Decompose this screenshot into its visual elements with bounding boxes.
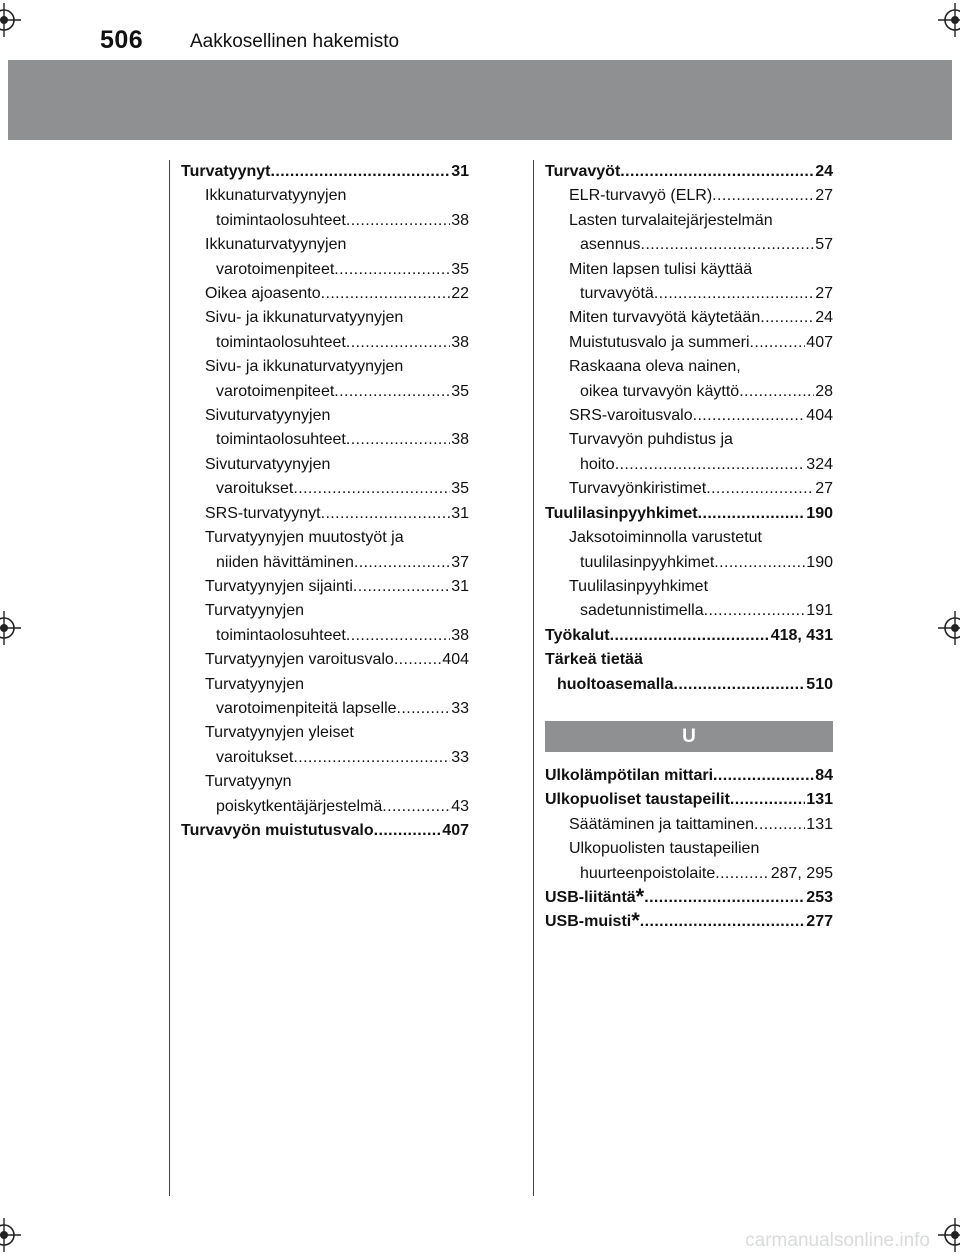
- dot-leader: [353, 575, 450, 599]
- dot-leader: [714, 551, 805, 575]
- registration-mark-icon: [938, 3, 960, 37]
- dot-leader: [321, 502, 451, 526]
- index-entry-label: oikea turvavyön käyttö: [580, 382, 740, 400]
- index-entry: [545, 355, 833, 379]
- dot-leader: [354, 551, 450, 575]
- dot-leader: [382, 795, 450, 819]
- index-entry: [545, 477, 833, 501]
- index-entry-label: varoitukset: [216, 748, 294, 766]
- header-bar: [8, 0, 952, 60]
- dot-leader: [641, 233, 815, 257]
- index-entry: [181, 453, 469, 477]
- index-entry: [181, 819, 469, 843]
- index-entry: [545, 813, 833, 837]
- index-entry: [545, 673, 833, 697]
- index-entry-label: Sivu- ja ikkunaturvatyynyjen: [205, 309, 404, 327]
- index-entry-label: Ikkunaturvatyynyjen: [205, 236, 347, 254]
- index-entry: [545, 233, 833, 257]
- dot-leader: [654, 282, 814, 306]
- index-page-ref: 37: [451, 553, 469, 571]
- index-page-ref: 28: [815, 382, 833, 400]
- index-page-ref: 407: [442, 821, 469, 839]
- index-page-ref: 27: [815, 285, 833, 303]
- index-entry: [181, 648, 469, 672]
- dot-leader: [620, 160, 814, 184]
- index-entry: [181, 599, 469, 623]
- index-entry-label: poiskytkentäjärjestelmä: [216, 797, 383, 815]
- registration-mark-icon: [0, 611, 21, 645]
- index-entry: [545, 428, 833, 452]
- index-page-ref: 324: [806, 455, 833, 473]
- index-entry-label: ELR-turvavyö (ELR): [569, 187, 713, 205]
- index-entry-label: Oikea ajoasento: [205, 285, 321, 303]
- index-entry-label: Turvavyön muistutusvalo: [181, 821, 374, 839]
- index-entry: [545, 160, 833, 184]
- index-entry: [181, 624, 469, 648]
- index-list-t: [545, 160, 833, 697]
- footer-watermark-url: carmanualsonline.info: [745, 1230, 930, 1251]
- index-entry-label: Turvatyynyjen sijainti: [205, 577, 353, 595]
- index-entry: [181, 258, 469, 282]
- dot-leader: [334, 258, 450, 282]
- dot-leader: [706, 477, 814, 501]
- index-entry-label: Sivuturvatyynyjen: [205, 407, 331, 425]
- index-entry-label: USB-muisti: [545, 913, 632, 931]
- index-entry: [181, 551, 469, 575]
- index-entry: [181, 746, 469, 770]
- index-page-ref: 27: [815, 187, 833, 205]
- index-page-ref: 510: [806, 675, 833, 693]
- index-entry: [181, 380, 469, 404]
- index-entry-label: Turvatyynyjen yleiset: [205, 724, 354, 742]
- index-entry-label: USB-liitäntä: [545, 888, 636, 906]
- dot-leader: [397, 697, 451, 721]
- index-page-ref: 38: [451, 431, 469, 449]
- index-entry: [181, 795, 469, 819]
- index-page-ref: 407: [806, 333, 833, 351]
- index-entry: [181, 575, 469, 599]
- index-entry: [545, 404, 833, 428]
- index-entry: [545, 184, 833, 208]
- index-entry: [545, 862, 833, 886]
- index-entry-label: Sivuturvatyynyjen: [205, 455, 331, 473]
- index-entry: [545, 306, 833, 330]
- index-entry-label: Turvavyön puhdistus ja: [569, 431, 733, 449]
- index-column-left: [181, 160, 469, 843]
- index-entry-label: Säätäminen ja taittaminen: [569, 815, 754, 833]
- dot-leader: [739, 380, 814, 404]
- index-entry-label: Jaksotoiminnolla varustetut: [569, 529, 762, 547]
- index-column-right: [545, 160, 833, 935]
- header-gray-band: [8, 60, 952, 140]
- index-page-ref: 22: [451, 285, 469, 303]
- dot-leader: [693, 404, 806, 428]
- index-entry-label: SRS-varoitusvalo: [569, 407, 693, 425]
- index-entry-label: Tärkeä tietää: [545, 651, 643, 669]
- dot-leader: [754, 813, 805, 837]
- index-page-ref: 277: [806, 913, 833, 931]
- index-page-ref: 35: [451, 480, 469, 498]
- index-entry: [545, 380, 833, 404]
- index-entry: [545, 575, 833, 599]
- index-entry-label: Turvatyynyn: [205, 773, 292, 791]
- dot-leader: [394, 648, 441, 672]
- index-page-ref: 404: [806, 407, 833, 425]
- index-entry-label: Ulkopuoliset taustapeilit: [545, 791, 730, 809]
- index-entry-label: Miten lapsen tulisi käyttää: [569, 260, 753, 278]
- index-entry: [181, 160, 469, 184]
- index-entry: [181, 282, 469, 306]
- dot-leader: [712, 184, 814, 208]
- dot-leader: [673, 673, 805, 697]
- index-entry-label: SRS-turvatyynyt: [205, 504, 321, 522]
- index-page-ref: 24: [815, 163, 833, 180]
- index-page-ref: 404: [442, 651, 469, 669]
- section-title: Aakkosellinen hakemisto: [190, 31, 400, 52]
- index-entry: [545, 282, 833, 306]
- registration-mark-icon: [0, 3, 21, 37]
- index-page-ref: 35: [451, 260, 469, 278]
- index-page-ref: 84: [815, 766, 833, 784]
- footnote-asterisk: *: [635, 883, 645, 909]
- page-number: 506: [100, 26, 144, 54]
- index-entry-label: varoitukset: [216, 480, 294, 498]
- index-entry-label: niiden hävittäminen: [216, 553, 354, 571]
- index-entry: [181, 184, 469, 208]
- index-entry-label: hoito: [580, 455, 615, 473]
- index-entry-label: Ulkolämpötilan mittari: [545, 766, 714, 784]
- dot-leader: [334, 380, 450, 404]
- dot-leader: [760, 306, 814, 330]
- index-page-ref: 190: [806, 553, 833, 571]
- index-list-u: [545, 764, 833, 935]
- index-entry: [545, 837, 833, 861]
- index-entry-label: toimintaolosuhteet: [216, 333, 346, 351]
- index-entry: [545, 502, 833, 526]
- dot-leader: [698, 502, 806, 526]
- dot-leader: [346, 624, 450, 648]
- index-entry-label: varotoimenpiteet: [216, 382, 335, 400]
- index-page-ref: 31: [451, 577, 469, 595]
- dot-leader: [346, 209, 450, 233]
- index-entry: [181, 477, 469, 501]
- index-entry: [181, 209, 469, 233]
- index-entry: [181, 331, 469, 355]
- index-entry: [181, 697, 469, 721]
- registration-mark-icon: [938, 1218, 960, 1252]
- index-page-ref: 38: [451, 211, 469, 229]
- registration-mark-icon: [938, 611, 960, 645]
- center-column-rule: [533, 160, 534, 1196]
- dot-leader: [374, 819, 442, 843]
- index-page-ref: 38: [451, 626, 469, 644]
- index-page-ref: 38: [451, 333, 469, 351]
- index-entry-label: toimintaolosuhteet: [216, 431, 346, 449]
- dot-leader: [321, 282, 451, 306]
- index-page-ref: 131: [806, 791, 833, 809]
- index-entry: [181, 306, 469, 330]
- index-entry: [545, 453, 833, 477]
- dot-leader: [713, 764, 814, 788]
- index-entry: [181, 428, 469, 452]
- index-entry: [181, 404, 469, 428]
- index-entry-label: Turvatyynyjen muutostyöt ja: [205, 529, 404, 547]
- index-page-ref: 27: [815, 480, 833, 498]
- index-entry-label: Turvavyönkiristimet: [569, 480, 707, 498]
- index-page-ref: 418, 431: [770, 626, 833, 644]
- index-page-ref: 190: [806, 504, 833, 522]
- dot-leader: [271, 160, 451, 184]
- index-page-ref: 253: [806, 888, 833, 906]
- index-entry: [181, 721, 469, 745]
- index-page-ref: 33: [451, 699, 469, 717]
- index-entry: [545, 526, 833, 550]
- index-entry-label: toimintaolosuhteet: [216, 626, 346, 644]
- index-entry-label: Turvatyynyjen: [205, 602, 304, 620]
- index-entry: [181, 526, 469, 550]
- index-entry-label: Muistutusvalo ja summeri: [569, 333, 750, 351]
- index-page-ref: 35: [451, 382, 469, 400]
- index-entry: [181, 502, 469, 526]
- index-entry-label: huoltoasemalla: [557, 675, 674, 693]
- dot-leader: [346, 428, 450, 452]
- index-entry: [545, 551, 833, 575]
- dot-leader: [293, 746, 450, 770]
- index-entry-label: Turvatyynyjen: [205, 675, 304, 693]
- index-page-ref: 24: [815, 309, 833, 327]
- left-column-rule: [169, 160, 170, 1196]
- dot-leader: [750, 331, 806, 355]
- index-entry: [181, 770, 469, 794]
- index-entry-label: Ulkopuolisten taustapeilien: [569, 840, 760, 858]
- index-entry: [181, 673, 469, 697]
- index-entry-label: Sivu- ja ikkunaturvatyynyjen: [205, 358, 404, 376]
- index-entry-label: Tuulilasinpyyhkimet: [569, 577, 709, 595]
- index-entry-label: tuulilasinpyyhkimet: [580, 553, 715, 571]
- index-entry-label: varotoimenpiteet: [216, 260, 335, 278]
- dot-leader: [730, 788, 805, 812]
- index-entry: [545, 910, 833, 934]
- index-entry: [545, 883, 833, 910]
- registration-mark-icon: [0, 1218, 21, 1252]
- index-entry-label: sadetunnistimella: [580, 602, 704, 620]
- index-entry-label: Työkalut: [545, 626, 610, 644]
- index-page-ref: 131: [806, 815, 833, 833]
- index-page-ref: 191: [806, 602, 833, 620]
- letter-section-header: U: [545, 721, 833, 752]
- dot-leader: [293, 477, 450, 501]
- index-entry: [545, 599, 833, 623]
- dot-leader: [644, 886, 805, 910]
- index-entry-label: huurteenpoistolaite: [580, 864, 716, 882]
- index-page-ref: 287, 295: [770, 864, 833, 882]
- index-entry: [545, 209, 833, 233]
- dot-leader: [610, 624, 770, 648]
- index-page-ref: 33: [451, 748, 469, 766]
- index-entry-label: Raskaana oleva nainen,: [569, 358, 741, 376]
- dot-leader: [640, 910, 806, 934]
- dot-leader: [715, 862, 770, 886]
- dot-leader: [615, 453, 806, 477]
- index-entry-label: Lasten turvalaitejärjestelmän: [569, 211, 773, 229]
- index-entry-label: Ikkunaturvatyynyjen: [205, 187, 347, 205]
- index-entry-label: Tuulilasinpyyhkimet: [545, 504, 698, 522]
- index-page-ref: 31: [451, 504, 469, 522]
- dot-leader: [704, 599, 806, 623]
- index-entry-label: turvavyötä: [580, 285, 654, 303]
- index-entry-label: asennus: [580, 236, 641, 254]
- index-page-ref: 31: [451, 163, 469, 180]
- index-entry: [545, 258, 833, 282]
- dot-leader: [346, 331, 450, 355]
- index-entry-label: toimintaolosuhteet: [216, 211, 346, 229]
- index-entry-label: Miten turvavyötä käytetään: [569, 309, 761, 327]
- index-entry: [181, 233, 469, 257]
- index-entry-label: Turvavyöt: [545, 163, 621, 180]
- index-page-ref: 43: [451, 797, 469, 815]
- index-entry: [181, 355, 469, 379]
- index-page-ref: 57: [815, 236, 833, 254]
- footnote-asterisk: *: [631, 908, 640, 934]
- index-entry: [545, 648, 833, 672]
- index-entry: [545, 788, 833, 812]
- index-entry: [545, 624, 833, 648]
- index-entry: [545, 331, 833, 355]
- index-entry-label: Turvatyynyt: [181, 163, 271, 180]
- index-entry-label: varotoimenpiteitä lapselle: [216, 699, 397, 717]
- index-entry: [545, 764, 833, 788]
- index-entry-label: Turvatyynyjen varoitusvalo: [205, 651, 394, 669]
